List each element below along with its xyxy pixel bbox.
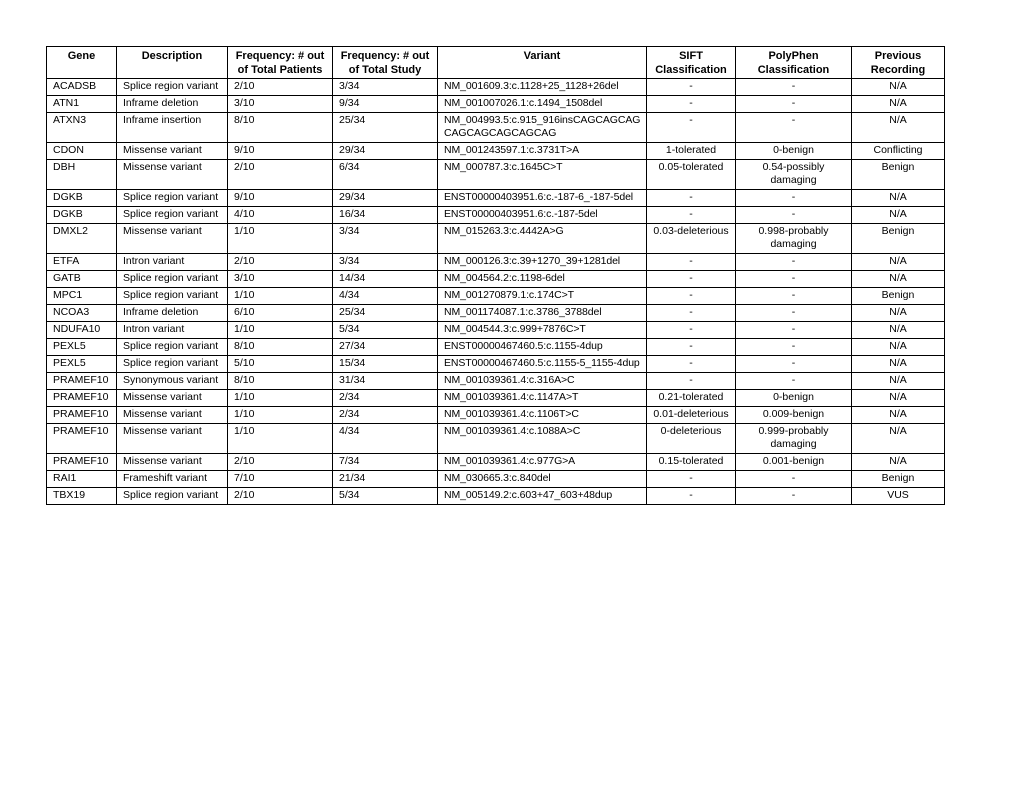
cell-variant: NM_001039361.4:c.316A>C [438, 373, 647, 390]
cell-variant: NM_005149.2:c.603+47_603+48dup [438, 488, 647, 505]
cell-gene: PRAMEF10 [47, 454, 117, 471]
cell-variant: NM_001609.3:c.1128+25_1128+26del [438, 79, 647, 96]
cell-gene: RAI1 [47, 471, 117, 488]
cell-previous-recording: Benign [852, 471, 945, 488]
header-gene: Gene [47, 47, 117, 79]
cell-sift: - [647, 322, 736, 339]
cell-sift: - [647, 96, 736, 113]
table-row [47, 356, 945, 373]
cell-description: Synonymous variant [117, 373, 228, 390]
cell-previous-recording: N/A [852, 113, 945, 143]
cell-gene: NCOA3 [47, 305, 117, 322]
cell-description: Missense variant [117, 160, 228, 190]
cell-freq-study: 3/34 [333, 79, 438, 96]
cell-freq-study: 5/34 [333, 322, 438, 339]
cell-description: Inframe insertion [117, 113, 228, 143]
table-row [47, 113, 945, 143]
cell-gene: ATXN3 [47, 113, 117, 143]
cell-polyphen: 0.54-possibly damaging [736, 160, 852, 190]
cell-description: Missense variant [117, 224, 228, 254]
cell-freq-patients: 1/10 [228, 390, 333, 407]
cell-polyphen: - [736, 305, 852, 322]
cell-sift: - [647, 471, 736, 488]
table-row [47, 190, 945, 207]
cell-previous-recording: Conflicting [852, 143, 945, 160]
cell-gene: ATN1 [47, 96, 117, 113]
cell-gene: MPC1 [47, 288, 117, 305]
table-body [47, 79, 945, 505]
cell-previous-recording: N/A [852, 305, 945, 322]
cell-previous-recording: N/A [852, 96, 945, 113]
cell-previous-recording: N/A [852, 190, 945, 207]
cell-sift: - [647, 488, 736, 505]
cell-freq-patients: 1/10 [228, 288, 333, 305]
table-row [47, 79, 945, 96]
table-row [47, 143, 945, 160]
cell-freq-study: 29/34 [333, 190, 438, 207]
cell-previous-recording: N/A [852, 322, 945, 339]
cell-freq-patients: 8/10 [228, 373, 333, 390]
table-row [47, 373, 945, 390]
header-frequency-patients: Frequency: # out of Total Patients [228, 47, 333, 79]
table-row [47, 288, 945, 305]
cell-sift: - [647, 305, 736, 322]
cell-freq-study: 14/34 [333, 271, 438, 288]
cell-polyphen: - [736, 339, 852, 356]
cell-variant: NM_004544.3:c.999+7876C>T [438, 322, 647, 339]
cell-description: Splice region variant [117, 271, 228, 288]
cell-gene: PRAMEF10 [47, 390, 117, 407]
cell-polyphen: - [736, 79, 852, 96]
cell-variant: ENST00000467460.5:c.1155-5_1155-4dup [438, 356, 647, 373]
cell-polyphen: - [736, 271, 852, 288]
cell-polyphen: - [736, 113, 852, 143]
header-description: Description [117, 47, 228, 79]
cell-previous-recording: N/A [852, 207, 945, 224]
cell-sift: 0.03-deleterious [647, 224, 736, 254]
cell-polyphen: - [736, 207, 852, 224]
cell-sift: - [647, 79, 736, 96]
cell-previous-recording: Benign [852, 288, 945, 305]
cell-previous-recording: N/A [852, 454, 945, 471]
cell-gene: PRAMEF10 [47, 424, 117, 454]
cell-variant: ENST00000467460.5:c.1155-4dup [438, 339, 647, 356]
cell-freq-study: 4/34 [333, 288, 438, 305]
table-row [47, 305, 945, 322]
cell-freq-study: 2/34 [333, 390, 438, 407]
cell-variant: NM_001039361.4:c.977G>A [438, 454, 647, 471]
cell-previous-recording: N/A [852, 356, 945, 373]
cell-variant: NM_001007026.1:c.1494_1508del [438, 96, 647, 113]
cell-sift: - [647, 288, 736, 305]
cell-sift: - [647, 356, 736, 373]
cell-freq-study: 25/34 [333, 113, 438, 143]
table-row [47, 322, 945, 339]
table-row [47, 224, 945, 254]
table-row [47, 424, 945, 454]
cell-sift: 0.01-deleterious [647, 407, 736, 424]
cell-sift: - [647, 207, 736, 224]
cell-previous-recording: Benign [852, 160, 945, 190]
cell-variant: NM_000787.3:c.1645C>T [438, 160, 647, 190]
cell-description: Inframe deletion [117, 96, 228, 113]
cell-sift: - [647, 339, 736, 356]
cell-previous-recording: N/A [852, 339, 945, 356]
cell-description: Frameshift variant [117, 471, 228, 488]
cell-polyphen: 0.001-benign [736, 454, 852, 471]
variant-table [46, 46, 945, 505]
cell-gene: DGKB [47, 207, 117, 224]
cell-sift: - [647, 373, 736, 390]
cell-previous-recording: Benign [852, 224, 945, 254]
cell-sift: 0.15-tolerated [647, 454, 736, 471]
cell-previous-recording: N/A [852, 79, 945, 96]
cell-variant: NM_001174087.1:c.3786_3788del [438, 305, 647, 322]
cell-variant: ENST00000403951.6:c.-187-5del [438, 207, 647, 224]
cell-description: Splice region variant [117, 339, 228, 356]
table-row [47, 339, 945, 356]
cell-gene: PRAMEF10 [47, 407, 117, 424]
table-row [47, 271, 945, 288]
cell-sift: - [647, 113, 736, 143]
cell-freq-study: 25/34 [333, 305, 438, 322]
cell-gene: ACADSB [47, 79, 117, 96]
cell-polyphen: - [736, 322, 852, 339]
cell-variant: NM_004564.2:c.1198-6del [438, 271, 647, 288]
table-row [47, 160, 945, 190]
cell-freq-study: 29/34 [333, 143, 438, 160]
cell-freq-patients: 1/10 [228, 224, 333, 254]
cell-freq-patients: 1/10 [228, 322, 333, 339]
cell-freq-study: 15/34 [333, 356, 438, 373]
table-row [47, 471, 945, 488]
cell-gene: TBX19 [47, 488, 117, 505]
cell-gene: ETFA [47, 254, 117, 271]
cell-polyphen: - [736, 471, 852, 488]
table-row [47, 96, 945, 113]
cell-freq-patients: 7/10 [228, 471, 333, 488]
cell-freq-study: 9/34 [333, 96, 438, 113]
cell-freq-study: 3/34 [333, 254, 438, 271]
cell-freq-patients: 2/10 [228, 254, 333, 271]
cell-freq-patients: 2/10 [228, 160, 333, 190]
variant-table-container [46, 46, 945, 505]
table-row [47, 407, 945, 424]
cell-gene: PEXL5 [47, 339, 117, 356]
cell-polyphen: - [736, 373, 852, 390]
cell-previous-recording: N/A [852, 271, 945, 288]
cell-freq-study: 21/34 [333, 471, 438, 488]
cell-description: Inframe deletion [117, 305, 228, 322]
cell-freq-patients: 3/10 [228, 271, 333, 288]
cell-gene: NDUFA10 [47, 322, 117, 339]
cell-variant: NM_004993.5:c.915_916insCAGCAGCAG CAGCAGCAGCAGCAG [438, 113, 647, 143]
cell-polyphen: - [736, 190, 852, 207]
cell-description: Splice region variant [117, 288, 228, 305]
cell-freq-study: 16/34 [333, 207, 438, 224]
cell-freq-study: 4/34 [333, 424, 438, 454]
cell-polyphen: 0.999-probably damaging [736, 424, 852, 454]
cell-polyphen: 0.009-benign [736, 407, 852, 424]
cell-description: Splice region variant [117, 356, 228, 373]
cell-variant: NM_001039361.4:c.1106T>C [438, 407, 647, 424]
cell-freq-patients: 8/10 [228, 339, 333, 356]
cell-sift: - [647, 271, 736, 288]
cell-previous-recording: N/A [852, 254, 945, 271]
cell-variant: NM_001039361.4:c.1147A>T [438, 390, 647, 407]
cell-freq-patients: 3/10 [228, 96, 333, 113]
cell-gene: PEXL5 [47, 356, 117, 373]
table-row [47, 207, 945, 224]
cell-freq-patients: 1/10 [228, 424, 333, 454]
cell-freq-study: 7/34 [333, 454, 438, 471]
cell-previous-recording: N/A [852, 424, 945, 454]
cell-variant: NM_015263.3:c.4442A>G [438, 224, 647, 254]
cell-polyphen: 0-benign [736, 143, 852, 160]
header-frequency-study: Frequency: # out of Total Study [333, 47, 438, 79]
cell-freq-patients: 2/10 [228, 454, 333, 471]
cell-freq-study: 2/34 [333, 407, 438, 424]
table-row [47, 254, 945, 271]
cell-gene: CDON [47, 143, 117, 160]
header-polyphen: PolyPhen Classification [736, 47, 852, 79]
cell-description: Missense variant [117, 143, 228, 160]
cell-description: Missense variant [117, 407, 228, 424]
cell-previous-recording: VUS [852, 488, 945, 505]
cell-variant: NM_001039361.4:c.1088A>C [438, 424, 647, 454]
cell-variant: NM_030665.3:c.840del [438, 471, 647, 488]
cell-sift: - [647, 190, 736, 207]
cell-description: Missense variant [117, 390, 228, 407]
cell-freq-patients: 5/10 [228, 356, 333, 373]
cell-description: Splice region variant [117, 190, 228, 207]
cell-polyphen: - [736, 488, 852, 505]
header-previous-recording: Previous Recording [852, 47, 945, 79]
cell-description: Splice region variant [117, 79, 228, 96]
cell-polyphen: - [736, 254, 852, 271]
cell-description: Intron variant [117, 254, 228, 271]
cell-description: Splice region variant [117, 488, 228, 505]
cell-variant: NM_001270879.1:c.174C>T [438, 288, 647, 305]
cell-description: Intron variant [117, 322, 228, 339]
cell-description: Missense variant [117, 454, 228, 471]
cell-polyphen: - [736, 288, 852, 305]
cell-description: Splice region variant [117, 207, 228, 224]
cell-freq-patients: 6/10 [228, 305, 333, 322]
cell-sift: 0-deleterious [647, 424, 736, 454]
cell-polyphen: - [736, 96, 852, 113]
cell-freq-patients: 9/10 [228, 190, 333, 207]
cell-polyphen: - [736, 356, 852, 373]
cell-sift: 1-tolerated [647, 143, 736, 160]
table-row [47, 488, 945, 505]
cell-freq-patients: 4/10 [228, 207, 333, 224]
cell-freq-patients: 8/10 [228, 113, 333, 143]
table-row [47, 390, 945, 407]
cell-freq-patients: 1/10 [228, 407, 333, 424]
cell-gene: PRAMEF10 [47, 373, 117, 390]
cell-freq-study: 5/34 [333, 488, 438, 505]
cell-gene: GATB [47, 271, 117, 288]
cell-previous-recording: N/A [852, 390, 945, 407]
cell-sift: 0.05-tolerated [647, 160, 736, 190]
table-row [47, 454, 945, 471]
cell-gene: DGKB [47, 190, 117, 207]
header-variant: Variant [438, 47, 647, 79]
cell-polyphen: 0-benign [736, 390, 852, 407]
cell-freq-patients: 2/10 [228, 488, 333, 505]
cell-freq-study: 31/34 [333, 373, 438, 390]
cell-freq-study: 27/34 [333, 339, 438, 356]
cell-freq-study: 3/34 [333, 224, 438, 254]
cell-sift: - [647, 254, 736, 271]
cell-freq-patients: 2/10 [228, 79, 333, 96]
cell-variant: ENST00000403951.6:c.-187-6_-187-5del [438, 190, 647, 207]
header-row [47, 47, 945, 79]
cell-freq-patients: 9/10 [228, 143, 333, 160]
header-sift: SIFT Classification [647, 47, 736, 79]
cell-sift: 0.21-tolerated [647, 390, 736, 407]
cell-previous-recording: N/A [852, 407, 945, 424]
cell-description: Missense variant [117, 424, 228, 454]
cell-freq-study: 6/34 [333, 160, 438, 190]
cell-variant: NM_001243597.1:c.3731T>A [438, 143, 647, 160]
cell-gene: DMXL2 [47, 224, 117, 254]
cell-previous-recording: N/A [852, 373, 945, 390]
cell-variant: NM_000126.3:c.39+1270_39+1281del [438, 254, 647, 271]
cell-polyphen: 0.998-probably damaging [736, 224, 852, 254]
cell-gene: DBH [47, 160, 117, 190]
